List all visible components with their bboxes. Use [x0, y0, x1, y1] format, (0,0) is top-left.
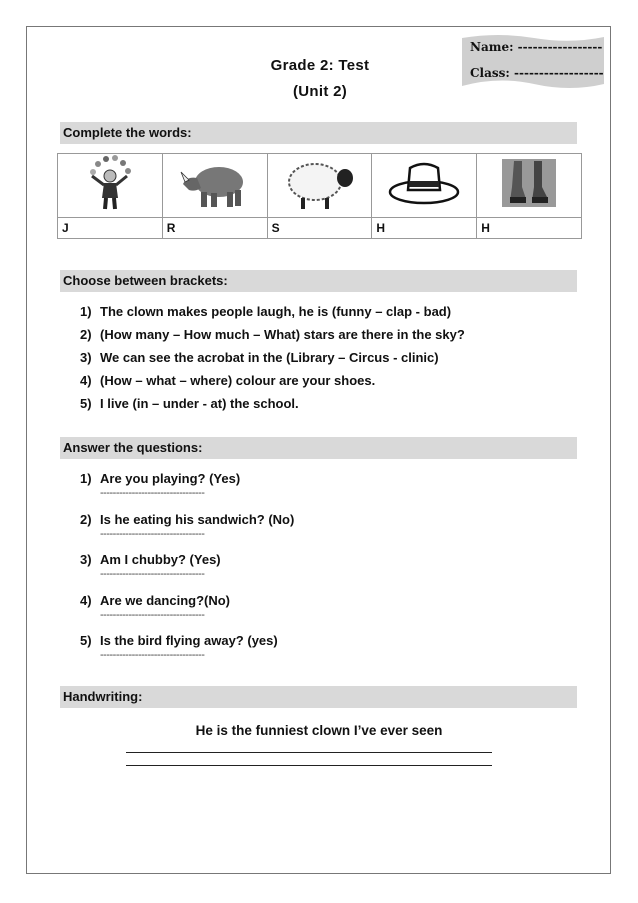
item-text: (How many – How much – What) stars are there in the sky? [100, 327, 465, 342]
section-choose-brackets: Choose between brackets: [60, 270, 577, 292]
question-item [80, 633, 294, 674]
question-item [80, 552, 294, 593]
answer-line[interactable]: --------------------------------- [100, 568, 205, 580]
section-answer-questions: Answer the questions: [60, 437, 577, 459]
list-item[interactable] [80, 327, 465, 350]
question-text: Is he eating his sandwich? (No) [100, 511, 295, 527]
choose-list [80, 304, 465, 419]
word-letter[interactable]: S [267, 218, 372, 239]
item-number: 4) [80, 373, 92, 388]
item-number: 5) [80, 633, 92, 648]
item-number: 4) [80, 592, 92, 608]
question-text: Is the bird flying away? (yes) [100, 633, 278, 648]
item-text: We can see the acrobat in the (Library – Circus - clinic) [100, 350, 439, 365]
item-number: 3) [80, 552, 92, 567]
handwriting-line-1[interactable] [126, 752, 492, 753]
rhino-picture [162, 154, 267, 218]
item-text: I live (in – under - at) the school. [100, 396, 299, 411]
answer-line[interactable]: --------------------------------- [100, 527, 205, 540]
handwriting-line-2[interactable] [126, 765, 492, 766]
sheep-picture [267, 154, 372, 218]
answer-line[interactable]: --------------------------------- [100, 649, 205, 661]
hat-picture [372, 154, 477, 218]
question-item [80, 471, 294, 512]
class-label[interactable]: Class: ------------------ [470, 66, 604, 80]
section-complete-words: Complete the words: [60, 122, 577, 144]
item-number: 2) [80, 327, 92, 342]
section-handwriting: Handwriting: [60, 686, 577, 708]
list-item[interactable] [80, 350, 465, 373]
list-item[interactable] [80, 396, 465, 419]
hooves-picture [477, 154, 582, 218]
questions-list [80, 471, 294, 674]
answer-line[interactable]: --------------------------------- [100, 487, 205, 499]
word-letter[interactable]: H [477, 218, 582, 239]
name-label[interactable]: Name: ----------------- [470, 40, 603, 54]
item-number: 3) [80, 350, 92, 365]
answer-line[interactable]: --------------------------------- [100, 608, 205, 621]
list-item[interactable] [80, 304, 465, 327]
item-number: 1) [80, 471, 92, 486]
item-text: The clown makes people laugh, he is (funny – clap - bad) [100, 304, 452, 319]
name-class-box [460, 34, 606, 92]
juggler-picture [58, 154, 163, 218]
item-number: 1) [80, 304, 92, 319]
question-item [80, 593, 294, 634]
handwriting-sentence: He is the funniest clown I’ve ever seen [195, 723, 443, 738]
item-number: 2) [80, 511, 92, 527]
complete-words-table [57, 153, 582, 239]
item-number: 5) [80, 396, 92, 411]
word-letter[interactable]: J [58, 218, 163, 239]
item-text: (How – what – where) colour are your shoes. [100, 373, 376, 388]
list-item[interactable] [80, 373, 465, 396]
question-text: Am I chubby? (Yes) [100, 552, 221, 567]
word-letter[interactable]: H [372, 218, 477, 239]
test-title: Grade 2: Test [270, 57, 370, 74]
question-item [80, 512, 294, 553]
test-unit: (Unit 2) [292, 83, 348, 100]
question-text: Are you playing? (Yes) [100, 471, 241, 486]
word-letter[interactable]: R [162, 218, 267, 239]
question-text: Are we dancing?(No) [100, 592, 231, 608]
